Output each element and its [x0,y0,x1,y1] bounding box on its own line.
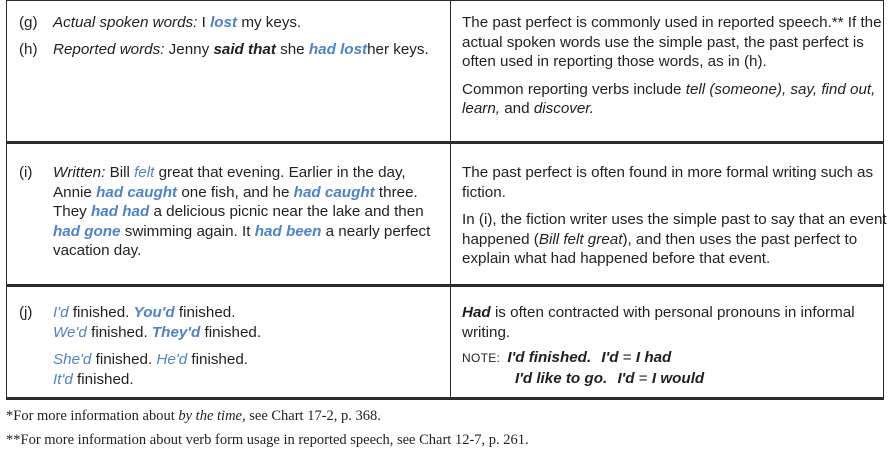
reporting-verb: said that [213,40,276,58]
text-run: discover. [533,100,595,117]
example-text: finished. [191,351,248,368]
text-run: Common reporting verbs include [462,80,682,98]
verb-highlight: had been [254,222,322,240]
verb-highlight: had gone [53,222,121,240]
table-row [7,0,883,144]
explanation-cell [462,303,887,388]
example-text: she [280,40,305,58]
verb-highlight: had caught [293,183,375,201]
note-line [462,348,887,369]
example-label: (h) [19,40,38,58]
contraction-line [53,370,444,390]
example-prefix: Written: [53,164,106,181]
example-label: (j) [19,304,33,321]
example-g [19,13,444,33]
example-label: (g) [19,14,38,31]
text-run: and [504,100,530,117]
grammar-chart-table [6,0,887,400]
text-run: Bill felt great [538,230,623,248]
example-text: finished. [178,304,236,321]
text-run: ), and then uses the past perfect to explain what had happened before that event. [462,230,858,267]
example-h [19,40,444,60]
example-prefix: Reported words: [53,40,165,58]
example-text: my keys. [241,14,302,31]
explanation-text [462,303,887,342]
text-run: Had [462,304,491,321]
footnote-1 [6,408,381,425]
example-text: one fish, and he [181,183,290,201]
table-row [7,144,887,287]
example-text: finished. [72,304,130,321]
contraction: You'd [133,304,175,321]
text-run: I'd [601,349,619,366]
explanation-text [462,80,887,119]
verb-highlight: had caught [96,183,178,201]
explanation-text [462,210,887,269]
explanation-text: The past perfect is commonly used in reported speech.** If the actual spoken words use the simple past, the past perfect is often used in reporting those words, as in (h). [462,14,882,70]
example-label: (i) [19,164,33,181]
example-text: three. They [53,183,418,220]
verb-highlight: lost [210,14,238,31]
contraction: It'd [53,370,73,388]
examples-cell [19,303,444,389]
explanation-cell [462,163,887,269]
examples-cell [19,13,444,59]
text-run: I'd finished. [507,349,592,366]
note-line [462,369,887,389]
text-run: I would [651,369,705,387]
verb-highlight: felt [134,164,155,181]
example-text: Jenny [168,40,210,58]
text-run: by the time, [178,408,246,424]
contraction: I'd [53,304,69,321]
text-run: tell (someone), say, find out, learn, [462,80,876,117]
table-row [7,287,883,397]
example-j [19,303,444,389]
text-run: In (i), the fiction writer uses the simple past to say that an event happened ( [462,211,887,248]
example-text: finished. [91,323,148,341]
example-text: Bill [109,164,130,181]
contraction: He'd [156,351,188,368]
examples-cell [19,163,444,261]
note-label: NOTE: [462,351,501,365]
contraction-line [53,323,444,343]
example-i [19,163,444,261]
text-run: = [638,369,648,387]
text-run: = [622,349,632,366]
example-text: a delicious picnic near the lake and then [153,203,424,220]
contraction: We'd [53,323,87,341]
example-text: finished. [95,351,153,368]
text-run: **For more information about verb form usage in reported speech, see Chart 12-7, p. 261. [6,432,529,448]
text-run: see Chart 17-2, p. 368. [249,408,381,424]
verb-highlight: had lost [308,40,368,58]
text-run: I'd like to go. [515,369,608,387]
contraction: She'd [53,351,92,368]
example-prefix: Actual spoken words: [53,14,198,31]
text-run: I'd [617,369,635,387]
verb-highlight: had had [91,203,150,220]
contraction-line [53,303,444,323]
example-text: a nearly perfect vacation day. [53,222,431,259]
example-text: finished. [77,370,134,388]
contraction-line [53,350,444,370]
explanation-text: The past perfect is often found in more formal writing such as fiction. [462,164,874,201]
explanation-cell [462,13,887,119]
text-run: I had [635,349,672,366]
footnote-2 [6,432,529,449]
contraction: They'd [151,323,201,341]
example-text: swimming again. It [124,222,251,240]
example-text: finished. [204,323,262,341]
example-text: I [201,14,206,31]
example-text: great that evening. Earlier in the day, Annie [53,164,406,201]
example-text: her keys. [367,40,429,58]
text-run: *For more information about [6,408,175,424]
note-block [462,348,887,388]
text-run: is often contracted with personal pronouns in informal writing. [462,304,855,341]
